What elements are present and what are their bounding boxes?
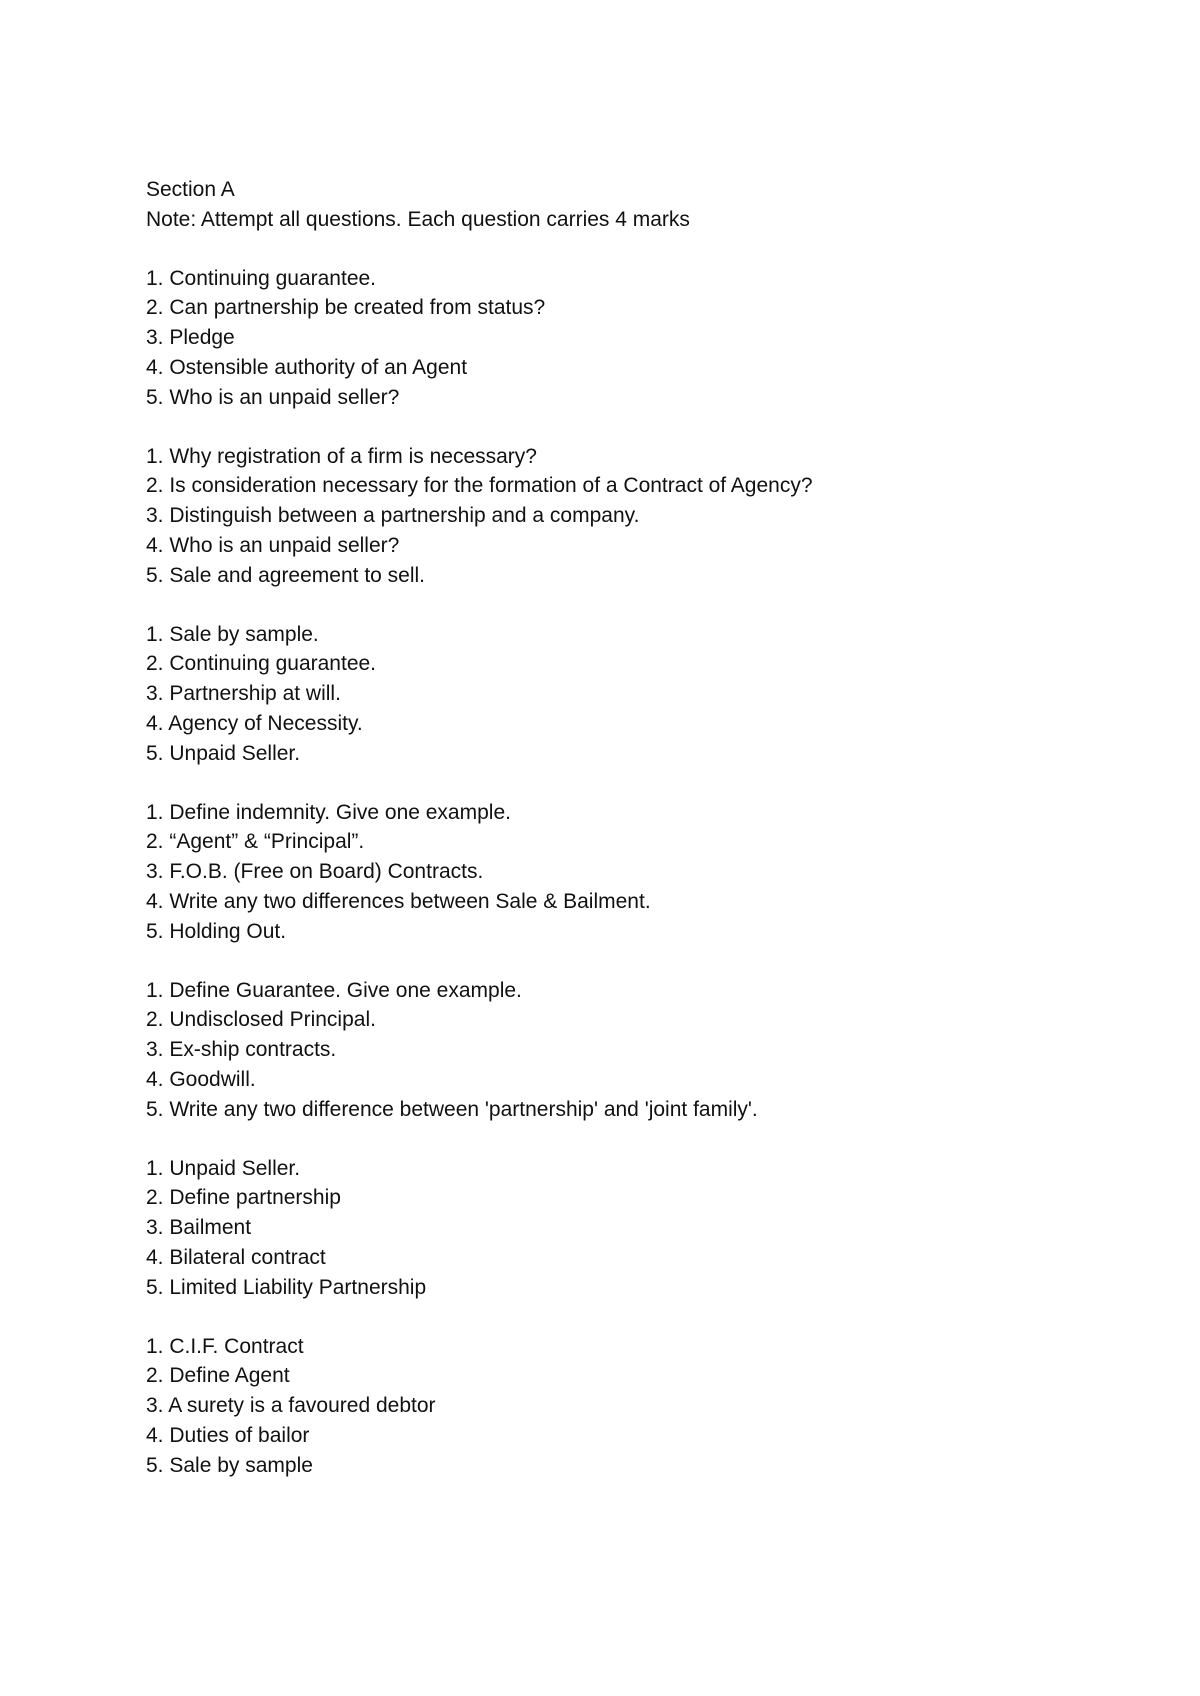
question-item: 4. Who is an unpaid seller? <box>146 533 400 557</box>
question-item: 2. Undisclosed Principal. <box>146 1008 376 1032</box>
question-group <box>146 264 1146 413</box>
question-group <box>146 1332 1146 1481</box>
question-item: 2. Define partnership <box>146 1186 341 1210</box>
question-item: 5. Unpaid Seller. <box>146 741 301 765</box>
question-group <box>146 620 1146 769</box>
question-item: 2. “Agent” & “Principal”. <box>146 830 365 854</box>
question-item: 3. Distinguish between a partnership and a company. <box>146 504 640 528</box>
question-item: 4. Goodwill. <box>146 1067 256 1091</box>
question-item: 5. Write any two difference between 'partnership' and 'joint family'. <box>146 1097 758 1121</box>
question-item: 2. Define Agent <box>146 1364 290 1388</box>
question-item: 3. Bailment <box>146 1216 252 1240</box>
question-item: 3. F.O.B. (Free on Board) Contracts. <box>146 860 484 884</box>
question-item: 1. C.I.F. Contract <box>146 1334 304 1358</box>
question-item: 3. A surety is a favoured debtor <box>146 1394 436 1418</box>
question-item: 5. Sale by sample <box>146 1453 313 1477</box>
question-item: 4. Duties of bailor <box>146 1423 310 1447</box>
question-item: 1. Define Guarantee. Give one example. <box>146 978 522 1002</box>
question-item: 1. Sale by sample. <box>146 622 319 646</box>
question-item: 1. Why registration of a firm is necessary? <box>146 444 537 468</box>
question-group <box>146 1154 1146 1303</box>
question-item: 3. Pledge <box>146 326 235 350</box>
question-item: 4. Ostensible authority of an Agent <box>146 355 468 379</box>
document-page <box>146 175 1146 1480</box>
question-item: 4. Agency of Necessity. <box>146 711 363 735</box>
question-item: 4. Bilateral contract <box>146 1245 326 1269</box>
question-item: 5. Holding Out. <box>146 919 287 943</box>
question-group <box>146 442 1146 591</box>
question-item: 2. Is consideration necessary for the formation of a Contract of Agency? <box>146 474 813 498</box>
question-item: 1. Unpaid Seller. <box>146 1156 301 1180</box>
question-item: 4. Write any two differences between Sale & Bailment. <box>146 889 651 913</box>
instruction-note: Note: Attempt all questions. Each question carries 4 marks <box>146 207 690 231</box>
question-item: 5. Sale and agreement to sell. <box>146 563 426 587</box>
question-item: 5. Limited Liability Partnership <box>146 1275 427 1299</box>
section-title: Section A <box>146 178 235 201</box>
question-item: 1. Define indemnity. Give one example. <box>146 800 511 824</box>
question-item: 2. Continuing guarantee. <box>146 652 377 676</box>
question-group <box>146 798 1146 947</box>
question-item: 5. Who is an unpaid seller? <box>146 385 400 409</box>
question-item: 3. Ex-ship contracts. <box>146 1038 337 1062</box>
question-item: 3. Partnership at will. <box>146 682 341 706</box>
question-group <box>146 976 1146 1125</box>
question-item: 2. Can partnership be created from status? <box>146 296 546 320</box>
question-item: 1. Continuing guarantee. <box>146 266 377 290</box>
